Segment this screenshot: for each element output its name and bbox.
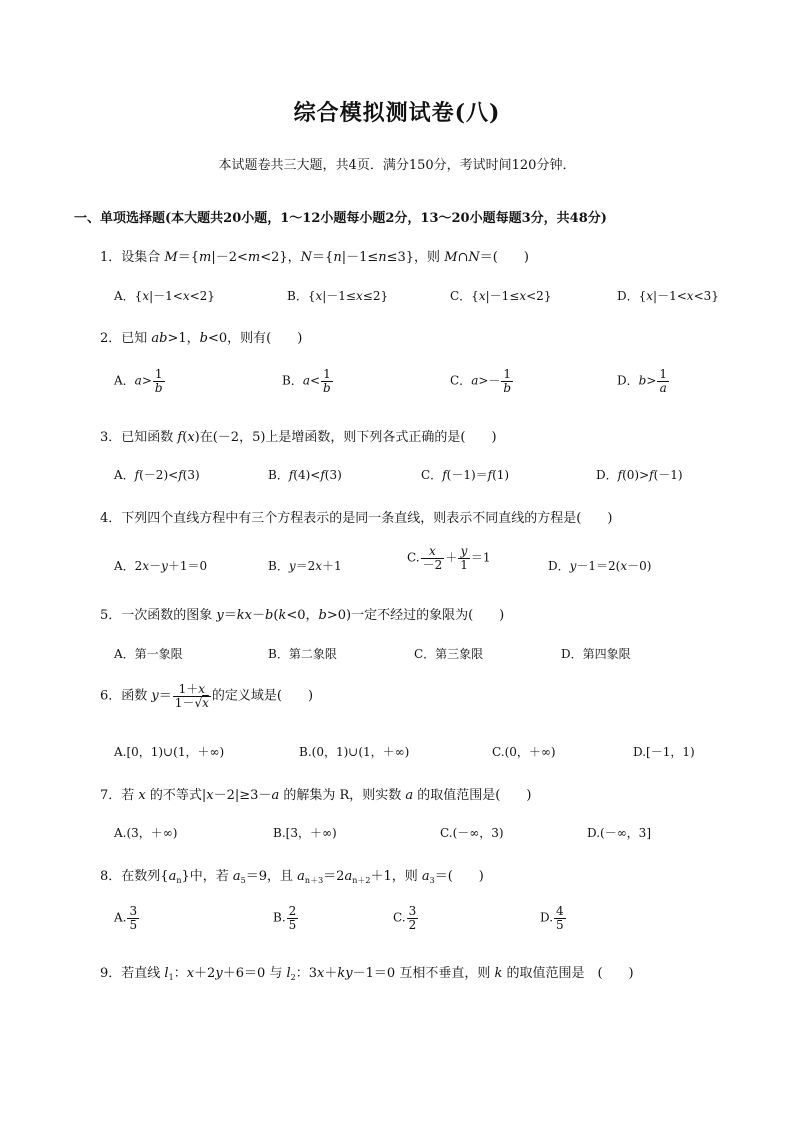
question-9: 9．若直线 $l_1$：x＋2y＋6＝0 与 $l_2$：3x＋ky－1＝0 互相不垂直，则 k 的取值范围是 ( ) bbox=[100, 966, 634, 982]
q8-option-a: A. $\frac{3}{5}$ bbox=[114, 904, 138, 932]
q5-option-d: D．第四象限 bbox=[561, 647, 631, 661]
q5-option-c: C．第三象限 bbox=[414, 647, 484, 661]
question-5: 5．一次函数的图象 y＝kx－b(k<0，b>0)一定不经过的象限为( ) bbox=[100, 608, 505, 623]
q6-option-c: C.(0，＋∞) bbox=[492, 745, 556, 759]
q5-option-b: B．第二象限 bbox=[268, 647, 337, 661]
q1-option-b: B．{x|－1≤x≤2} bbox=[287, 289, 389, 303]
q2-option-d: D．b> $\frac{1}{a}$ bbox=[617, 367, 668, 395]
q2-option-b: B．a< $\frac{1}{b}$ bbox=[282, 367, 331, 395]
q1-option-a: A．{x|－1<x<2} bbox=[114, 289, 215, 303]
question-2: 2．已知 ab>1，b<0，则有( ) bbox=[100, 331, 303, 346]
question-3: 3．已知函数 f(x)在(－2，5)上是增函数，则下列各式正确的是( ) bbox=[100, 430, 497, 445]
q8-option-c: C. $\frac{3}{2}$ bbox=[393, 904, 417, 932]
q3-option-d: D．f(0)>f(－1) bbox=[596, 468, 683, 482]
q2-option-c: C．a>－ $\frac{1}{b}$ bbox=[450, 367, 512, 395]
question-6: 6．函数 y＝ $\frac{1+x}{1-√x}$ 的定义域是( ) bbox=[100, 682, 314, 710]
q5-option-a: A．第一象限 bbox=[114, 647, 183, 661]
q7-option-d: D.(－∞，3] bbox=[587, 826, 652, 840]
question-7: 7．若 x 的不等式|x－2|≥3－a 的解集为 R，则实数 a 的取值范围是( ) bbox=[100, 788, 532, 803]
question-8: 8．在数列$\{a_n\}$中，若 $a_5=9$，且 $a_{n+3}=2a_{n+2}+1$，则 $a_3=$( ) bbox=[100, 869, 484, 885]
q8-option-b: B. $\frac{2}{5}$ bbox=[273, 904, 297, 932]
q4-option-d: D．y－1＝2(x－0) bbox=[548, 559, 652, 573]
question-1: 1．设集合 M＝{m|－2<m<2}，N＝{n|－1≤n≤3}，则 M∩N＝( ) bbox=[100, 250, 529, 265]
q4-option-b: B．y＝2x＋1 bbox=[268, 559, 342, 573]
q6-option-b: B.(0，1)∪(1，＋∞) bbox=[299, 745, 410, 759]
q1-option-c: C．{x|－1≤x<2} bbox=[450, 289, 552, 303]
q3-option-b: B．f(4)<f(3) bbox=[268, 468, 342, 482]
q4-option-a: A．2x－y＋1＝0 bbox=[114, 559, 208, 573]
question-4: 4．下列四个直线方程中有三个方程表示的是同一条直线，则表示不同直线的方程是( ) bbox=[100, 511, 613, 526]
q3-option-c: C．f(－1)＝f(1) bbox=[421, 468, 510, 482]
q3-option-a: A．f(－2)<f(3) bbox=[114, 468, 200, 482]
section-heading: 一、单项选择题(本大题共20小题，1～12小题每小题2分，13～20小题每题3分，共48分) bbox=[74, 211, 607, 226]
q4-option-c: C. $\frac{x}{-2}$ ＋ $\frac{y}{1}$ ＝1 bbox=[407, 544, 491, 572]
q7-option-a: A.(3，＋∞) bbox=[114, 826, 178, 840]
q1-option-d: D．{x|－1<x<3} bbox=[617, 289, 719, 303]
q6-option-d: D.[－1，1) bbox=[633, 745, 695, 759]
page-title: 综合模拟测试卷(八) bbox=[293, 100, 501, 126]
q8-option-d: D. $\frac{4}{5}$ bbox=[540, 904, 564, 932]
q7-option-b: B.[3，＋∞) bbox=[273, 826, 337, 840]
q2-option-a: A．a> $\frac{1}{b}$ bbox=[114, 367, 163, 395]
exam-instructions: 本试题卷共三大题，共4页．满分150分，考试时间120分钟． bbox=[218, 158, 576, 173]
q6-option-a: A.[0，1)∪(1，＋∞) bbox=[114, 745, 225, 759]
q7-option-c: C.(－∞，3) bbox=[440, 826, 504, 840]
